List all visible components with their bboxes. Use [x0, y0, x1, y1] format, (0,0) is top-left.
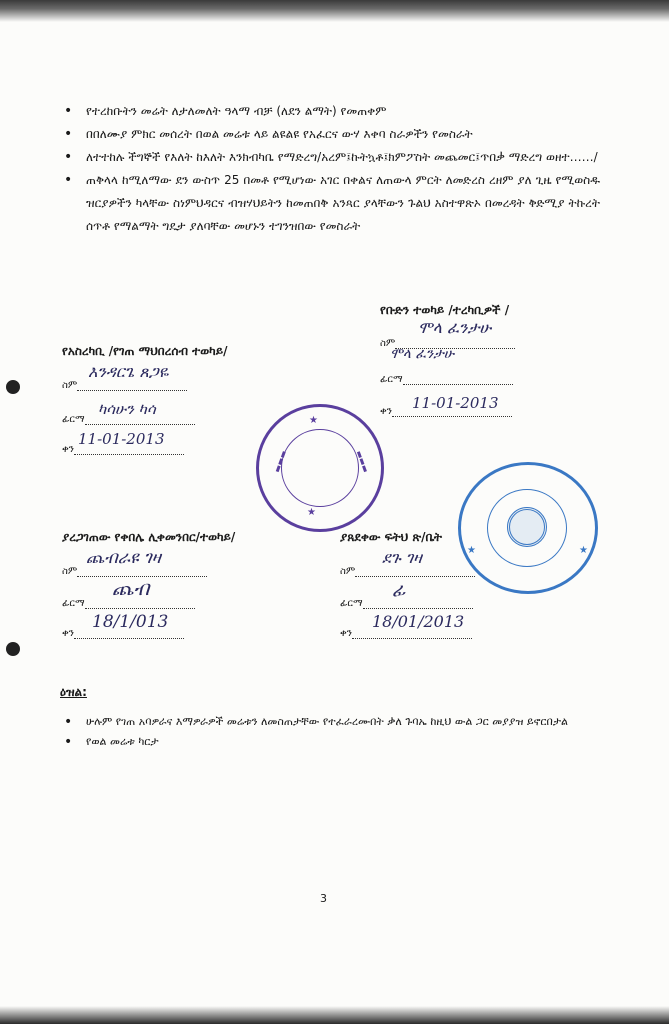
- verifier-block: [62, 530, 235, 545]
- handover-rep-block: [62, 344, 227, 359]
- court-name-handwritten: ደጉ ገዛ: [382, 548, 422, 567]
- verifier-date-line: ቀን: [62, 628, 184, 639]
- notes-list: [60, 712, 600, 752]
- kebele-stamp: ★ ★ ▬▬▬ ▬▬▬: [256, 404, 384, 532]
- verifier-name-line: ስም: [62, 566, 207, 577]
- verifier-sign-line: ፊርማ: [62, 598, 195, 609]
- obligation-item: • በበለሙያ ምክር መሰረት በወል መሬቱ ላይ ልዩልዩ የአፈርና ውሃ እቀባ ስራዎችን የመስራት: [60, 123, 600, 146]
- note-item: • የወል መሬቱ ካርታ: [60, 732, 600, 752]
- handover-rep-date-line: ቀን: [62, 444, 184, 455]
- justice-office-stamp: ★ ★: [458, 462, 598, 594]
- handover-rep-name-line: ስም: [62, 380, 187, 391]
- obligations-list: [60, 100, 600, 238]
- page-number: 3: [320, 892, 327, 905]
- punch-hole-bottom: [6, 642, 20, 656]
- handover-rep-name-handwritten: እንዳርጌ ጸጋዬ: [88, 362, 169, 381]
- handover-rep-date-handwritten: 11-01-2013: [78, 430, 165, 448]
- court-sign-line: ፊርማ: [340, 598, 473, 609]
- verifier-date-handwritten: 18/1/013: [92, 612, 169, 632]
- group-rep-date-line: ቀን: [380, 406, 512, 417]
- verifier-signature: ጨብ: [112, 576, 150, 600]
- scan-shadow-bottom: [0, 1006, 669, 1024]
- group-rep-date-handwritten: 11-01-2013: [412, 394, 499, 412]
- handover-rep-title: የአስረካቢ /የገጠ ማህበረሰብ ተወካይ/: [62, 344, 228, 358]
- court-name-line: ስም: [340, 566, 475, 577]
- obligation-item: • ጠቅላላ ከሚለማው ደን ውስጥ 25 በመቶ የሚሆነው አገር በቀልና ለጠውላ ምርት ለመድረስ ረዘም ያለ ጊዜ የሚወስዱ ዝርያዎችን ካላቸው ስነምህዳርና ብዝሃህይትን ከመጠበቅ አንጻር ያላቸውን ጉልህ አስተዋጽኦ በመረዳት ቅድሚያ ትኩረት ሰጥቶ የማልማት ግዴታ ያለባቸው መሆኑን ተገንዝበው የመስራት: [60, 169, 600, 238]
- group-rep-name-handwritten: ሞላ ፈንታሁ: [418, 318, 492, 337]
- notes-title: ዕዝል:: [60, 685, 87, 699]
- court-title: ያጸደቀው ፍትህ ጽ/ቤት: [340, 530, 442, 544]
- punch-hole-top: [6, 380, 20, 394]
- handover-rep-sign-line: ፊርማ: [62, 414, 195, 425]
- scan-shadow-top: [0, 0, 669, 22]
- group-rep-block: [380, 303, 509, 318]
- court-date-line: ቀን: [340, 628, 472, 639]
- court-signature: ፊ: [392, 580, 406, 601]
- verifier-title: ያረጋገጠው የቀበሌ ሊቀመንበር/ተወካይ/: [62, 530, 236, 544]
- verifier-name-handwritten: ጨብራዩ ገዛ: [86, 548, 161, 568]
- obligation-item: • የተረከቡትን መሬት ለታለመለት ዓላማ ብቻ (ለደን ልማት) የመጠቀም: [60, 100, 600, 123]
- group-rep-signature: ሞላ ፈንታሁ: [390, 346, 455, 362]
- court-block: [340, 530, 442, 545]
- group-rep-sign-line: ፊርማ: [380, 374, 513, 385]
- note-item: • ሁሉም የገጠ አባዎራና እማዎራዎች መሬቱን ለመስጠታቸው የተፈራረሙበት ቃለ ጉባኤ ከዚህ ውል ጋር መያያዝ ይኖርበታል: [60, 712, 600, 732]
- handover-rep-signature: ካሳሁን ካሳ: [98, 400, 156, 418]
- obligation-item: • ለተተከሉ ችግኞች የእለት ከእለት እንክብካቤ የማድረግ/አረም፤ኩትኳቶ፤ክምፖስት መጨመር፤ጥበቃ ማድረግ ወዘተ……/: [60, 146, 600, 169]
- group-rep-name-line: ስም: [380, 338, 515, 349]
- court-date-handwritten: 18/01/2013: [372, 612, 465, 631]
- group-rep-title: የቡድን ተወካይ /ተረካቢዎች /: [380, 303, 510, 317]
